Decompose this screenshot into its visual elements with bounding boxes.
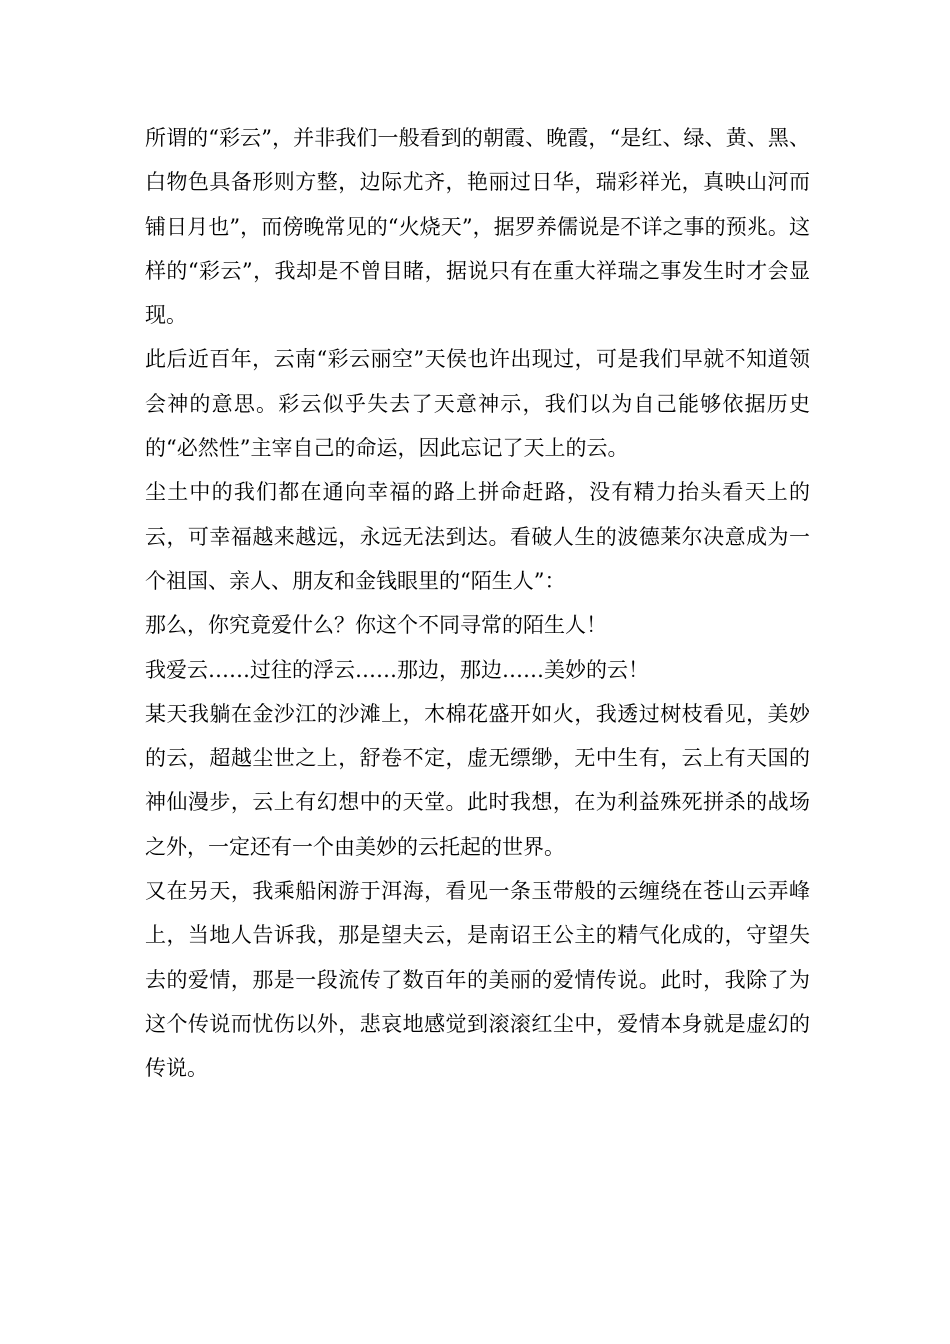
paragraph-7: 又在另天，我乘船闲游于洱海，看见一条玉带般的云缠绕在苍山云弄峰上，当地人告诉我，那是望夫云，是南诏王公主的精气化成的，守望失去的爱情，那是一段流传了数百年的美丽的爱情传说。此时，我除了为这个传说而忧伤以外，悲哀地感觉到滚滚红尘中，爱情本身就是虚幻的传说。 [145,879,810,1081]
paragraph-6: 某天我躺在金沙江的沙滩上，木棉花盛开如火，我透过树枝看见，美妙的云，超越尘世之上，舒卷不定，虚无缥缈，无中生有，云上有天国的神仙漫步，云上有幻想中的天堂。此时我想，在为利益殊死拼杀的战场之外，一定还有一个由美妙的云托起的世界。 [145,701,810,859]
paragraph-3: 尘土中的我们都在通向幸福的路上拼命赶路，没有精力抬头看天上的云，可幸福越来越远，永远无法到达。看破人生的波德莱尔决意成为一个祖国、亲人、朋友和金钱眼里的“陌生人”： [145,480,810,593]
document-body [145,116,810,1091]
paragraph-5: 我爱云……过往的浮云……那边，那边……美妙的云！ [145,657,649,682]
paragraph-2: 此后近百年，云南“彩云丽空”天侯也许出现过，可是我们早就不知道领会神的意思。彩云似乎失去了天意神示，我们以为自己能够依据历史的“必然性”主宰自己的命运，因此忘记了天上的云。 [145,347,810,461]
paragraph-1: 所谓的“彩云”，并非我们一般看到的朝霞、晚霞，“是红、绿、黄、黑、白物色具备形则方整，边际尤齐，艳丽过日华，瑞彩祥光，真映山河而铺日月也”，而傍晚常见的“火烧天”，据罗养儒说是不详之事的预兆。这样的“彩云”，我却是不曾目睹，据说只有在重大祥瑞之事发生时才会显现。 [145,126,810,328]
paragraph-4: 那么，你究竟爱什么？你这个不同寻常的陌生人！ [145,613,607,638]
